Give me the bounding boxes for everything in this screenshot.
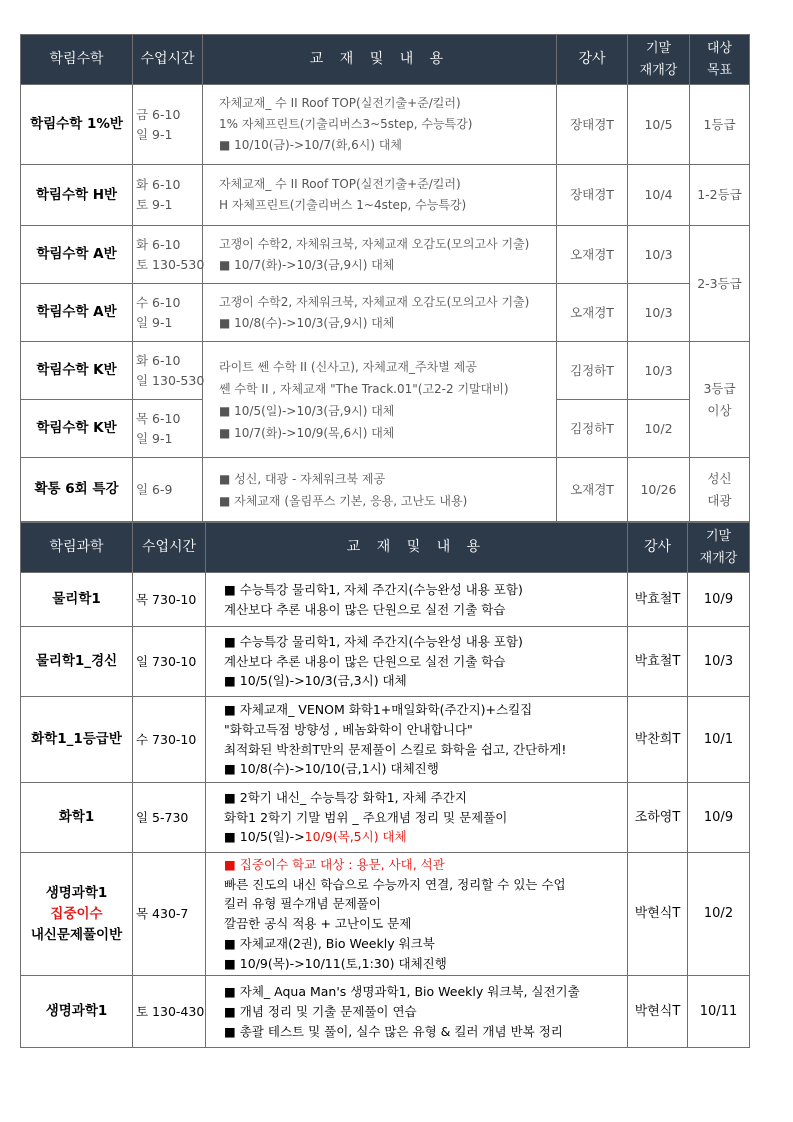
science-header-row xyxy=(21,523,750,573)
class-time: 일 730-10 xyxy=(133,627,206,697)
target-grade: 성신 대광 xyxy=(690,458,750,522)
class-time: 수 6-10 일 9-1 xyxy=(133,284,203,342)
course-name: 확통 6회 특강 xyxy=(21,458,133,522)
course-content: 자체교재_ 수 II Roof TOP(실전기출+준/킬러) 1% 자체프린트(기출리버스3~5step, 수능특강) ■ 10/10(금)->10/7(화,6시) 대체 xyxy=(203,85,557,165)
teacher: 오재경T xyxy=(557,284,628,342)
table-row xyxy=(21,458,750,522)
table-row xyxy=(21,342,750,400)
class-time: 수 730-10 xyxy=(133,697,206,783)
course-name: 학림수학 A반 xyxy=(21,226,133,284)
header-restart: 기말 재개강 xyxy=(628,35,690,85)
table-row xyxy=(21,85,750,165)
table-row xyxy=(21,976,750,1048)
restart-date: 10/9 xyxy=(688,783,750,853)
table-row xyxy=(21,226,750,284)
target-grade: 2-3등급 xyxy=(690,226,750,342)
course-name: 화학1_1등급반 xyxy=(21,697,133,783)
table-row xyxy=(21,853,750,976)
teacher: 오재경T xyxy=(557,458,628,522)
target-grade: 1등급 xyxy=(690,85,750,165)
course-content: 고쟁이 수학2, 자체워크북, 자체교재 오감도(모의고사 기출) ■ 10/8(수)->10/3(금,9시) 대체 xyxy=(203,284,557,342)
header-course: 학림과학 xyxy=(21,523,133,573)
restart-date: 10/3 xyxy=(688,627,750,697)
teacher: 박현식T xyxy=(628,853,688,976)
header-target: 대상 목표 xyxy=(690,35,750,85)
teacher: 박현식T xyxy=(628,976,688,1048)
header-time: 수업시간 xyxy=(133,523,206,573)
class-time: 목 730-10 xyxy=(133,573,206,627)
course-content: ■ 수능특강 물리학1, 자체 주간지(수능완성 내용 포함) 계산보다 추론 내용이 많은 단원으로 실전 기출 학습 ■ 10/5(일)->10/3(금,3시) 대체 xyxy=(206,627,628,697)
course-content: 라이트 쎈 수학 II (신사고), 자체교재_주차별 제공 쎈 수학 II , 자체교재 "The Track.01"(고2-2 기말대비) ■ 10/5(일)->10/3(금,9시) 대체 ■ 10/7(화)->10/9(목,6시) 대체 xyxy=(203,342,557,458)
restart-date: 10/2 xyxy=(688,853,750,976)
teacher: 박효철T xyxy=(628,627,688,697)
header-teacher: 강사 xyxy=(628,523,688,573)
science-schedule-table xyxy=(20,522,750,1048)
course-content: ■ 자체_ Aqua Man's 생명과학1, Bio Weekly 워크북, 실전기출 ■ 개념 정리 및 기출 문제풀이 연습 ■ 총괄 테스트 및 풀이, 실수 많은 유형 & 킬러 개념 반복 정리 xyxy=(206,976,628,1048)
course-name: 생명과학1 xyxy=(21,976,133,1048)
course-content: 자체교재_ 수 II Roof TOP(실전기출+준/킬러) H 자체프린트(기출리버스 1~4step, 수능특강) xyxy=(203,165,557,226)
restart-date: 10/26 xyxy=(628,458,690,522)
restart-date: 10/11 xyxy=(688,976,750,1048)
header-teacher: 강사 xyxy=(557,35,628,85)
target-grade: 1-2등급 xyxy=(690,165,750,226)
course-name: 학림수학 1%반 xyxy=(21,85,133,165)
teacher: 조하영T xyxy=(628,783,688,853)
table-row xyxy=(21,783,750,853)
class-time: 금 6-10 일 9-1 xyxy=(133,85,203,165)
restart-date: 10/9 xyxy=(688,573,750,627)
course-content: ■ 성신, 대광 - 자체워크북 제공 ■ 자체교재 (올림푸스 기본, 응용, 고난도 내용) xyxy=(203,458,557,522)
class-time: 토 130-430 xyxy=(133,976,206,1048)
math-schedule-table xyxy=(20,34,750,522)
class-time: 일 6-9 xyxy=(133,458,203,522)
header-content: 교 재 및 내 용 xyxy=(206,523,628,573)
math-header-row xyxy=(21,35,750,85)
course-name: 생명과학1 집중이수 내신문제풀이반 xyxy=(21,853,133,976)
teacher: 김정하T xyxy=(557,400,628,458)
course-content: ■ 2학기 내신_ 수능특강 화학1, 자체 주간지 화학1 2학기 기말 범위 _ 주요개념 정리 및 문제풀이 ■ 10/5(일)->10/9(목,5시) 대체 xyxy=(206,783,628,853)
class-time: 화 6-10 토 9-1 xyxy=(133,165,203,226)
class-time: 일 5-730 xyxy=(133,783,206,853)
class-time: 목 430-7 xyxy=(133,853,206,976)
class-time: 화 6-10 일 130-530 xyxy=(133,342,203,400)
course-name: 물리학1 xyxy=(21,573,133,627)
table-row xyxy=(21,627,750,697)
restart-date: 10/1 xyxy=(688,697,750,783)
table-row xyxy=(21,165,750,226)
restart-date: 10/3 xyxy=(628,226,690,284)
teacher: 박효철T xyxy=(628,573,688,627)
teacher: 오재경T xyxy=(557,226,628,284)
course-name: 물리학1_경신 xyxy=(21,627,133,697)
course-name: 학림수학 A반 xyxy=(21,284,133,342)
restart-date: 10/3 xyxy=(628,284,690,342)
header-time: 수업시간 xyxy=(133,35,203,85)
teacher: 장태경T xyxy=(557,165,628,226)
class-time: 화 6-10 토 130-530 xyxy=(133,226,203,284)
course-name: 화학1 xyxy=(21,783,133,853)
course-name: 학림수학 H반 xyxy=(21,165,133,226)
header-content: 교 재 및 내 용 xyxy=(203,35,557,85)
course-content: ■ 집중이수 학교 대상 : 용문, 사대, 석관 빠른 진도의 내신 학습으로 수능까지 연결, 정리할 수 있는 수업 킬러 유형 필수개념 문제풀이 깔끔한 공식 적용 + 고난이도 문제 ■ 자체교재(2권), Bio Weekly 워크북 ■ 10/9(목)->10/11(토,1:30) 대체진행 xyxy=(206,853,628,976)
target-grade: 3등급 이상 xyxy=(690,342,750,458)
table-row xyxy=(21,697,750,783)
course-name: 학림수학 K반 xyxy=(21,400,133,458)
header-course: 학림수학 xyxy=(21,35,133,85)
restart-date: 10/3 xyxy=(628,342,690,400)
course-content: ■ 자체교재_ VENOM 화학1+매일화학(주간지)+스킬집 "화학고득점 방향성 , 베놈화학이 안내합니다" 최적화된 박찬희T만의 문제풀이 스킬로 화학을 쉽고, 간단하게! ■ 10/8(수)->10/10(금,1시) 대체진행 xyxy=(206,697,628,783)
restart-date: 10/4 xyxy=(628,165,690,226)
teacher: 장태경T xyxy=(557,85,628,165)
header-restart: 기말 재개강 xyxy=(688,523,750,573)
table-row xyxy=(21,284,750,342)
table-row xyxy=(21,573,750,627)
teacher: 김정하T xyxy=(557,342,628,400)
course-content: ■ 수능특강 물리학1, 자체 주간지(수능완성 내용 포함) 계산보다 추론 내용이 많은 단원으로 실전 기출 학습 xyxy=(206,573,628,627)
teacher: 박찬희T xyxy=(628,697,688,783)
course-name: 학림수학 K반 xyxy=(21,342,133,400)
class-time: 목 6-10 일 9-1 xyxy=(133,400,203,458)
restart-date: 10/2 xyxy=(628,400,690,458)
course-content: 고쟁이 수학2, 자체워크북, 자체교재 오감도(모의고사 기출) ■ 10/7(화)->10/3(금,9시) 대체 xyxy=(203,226,557,284)
restart-date: 10/5 xyxy=(628,85,690,165)
